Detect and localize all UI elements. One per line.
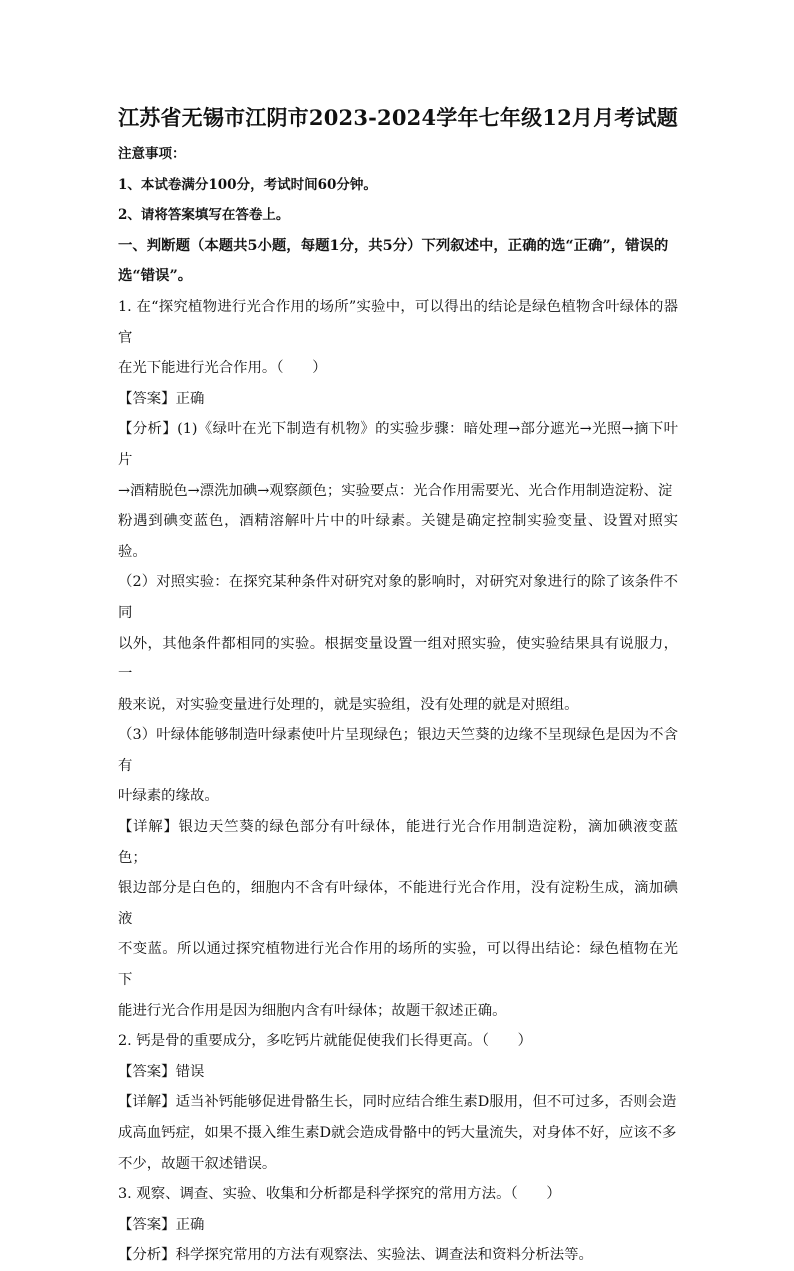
question-1-analysis-line: →酒精脱色→漂洗加碘→观察颜色；实验要点：光合作用需要光、光合作用制造淀粉、淀 — [118, 482, 673, 499]
section-heading: 一、判断题（本题共5小题，每题1分，共5分）下列叙述中，正确的选“正确”，错误的 — [118, 236, 669, 254]
question-3-answer: 【答案】正确 — [118, 1216, 205, 1233]
question-1-stem: 1. 在“探究植物进行光合作用的场所”实验中，可以得出的结论是绿色植物含叶绿体的器官 — [118, 298, 678, 346]
notes-heading: 注意事项： — [118, 146, 186, 162]
question-1-detail-line: 银边部分是白色的，细胞内不含有叶绿体，不能进行光合作用，没有淀粉生成，滴加碘液 — [118, 880, 678, 927]
note-item: 2、请将答案填写在答卷上。 — [118, 207, 290, 224]
question-2-detail-line: 【详解】适当补钙能够促进骨骼生长，同时应结合维生素D服用，但不可过多，否则会造 — [118, 1094, 677, 1111]
question-2-stem: 2. 钙是骨的重要成分，多吃钙片就能促使我们长得更高。（ ） — [118, 1033, 533, 1050]
question-3-stem: 3. 观察、调查、实验、收集和分析都是科学探究的常用方法。（ ） — [118, 1186, 561, 1203]
question-1-analysis-line: 【分析】(1)《绿叶在光下制造有机物》的实验步骤：暗处理→部分遮光→光照→摘下叶片 — [118, 421, 678, 468]
question-2-answer: 【答案】错误 — [118, 1063, 205, 1080]
question-1-detail-line: 【详解】银边天竺葵的绿色部分有叶绿体，能进行光合作用制造淀粉，滴加碘液变蓝色； — [118, 819, 678, 866]
question-1-stem-continued: 在光下能进行光合作用。（ ） — [118, 360, 327, 377]
question-2-detail-line: 不少，故题干叙述错误。 — [118, 1155, 277, 1172]
question-3-analysis-line: 【分析】科学探究常用的方法有观察法、实验法、调查法和资料分析法等。 — [118, 1247, 593, 1264]
question-1-answer: 【答案】正确 — [118, 390, 205, 407]
question-1-analysis-line: 粉遇到碘变蓝色，酒精溶解叶片中的叶绿素。关键是确定控制实验变量、设置对照实验。 — [118, 513, 678, 560]
question-1-analysis-line: 叶绿素的缘故。 — [118, 788, 219, 805]
question-2-detail-line: 成高血钙症，如果不摄入维生素D就会造成骨骼中的钙大量流失，对身体不好，应该不多 — [118, 1125, 677, 1141]
note-item: 1、本试卷满分100分，考试时间60分钟。 — [118, 176, 377, 193]
section-heading-continued: 选“错误”。 — [118, 267, 193, 285]
question-1-analysis-line: 般来说，对实验变量进行处理的，就是实验组，没有处理的就是对照组。 — [118, 696, 579, 713]
question-1-detail-line: 不变蓝。所以通过探究植物进行光合作用的场所的实验，可以得出结论：绿色植物在光下 — [118, 941, 678, 989]
question-1-analysis-line: （3）叶绿体能够制造叶绿素使叶片呈现绿色；银边天竺葵的边缘不呈现绿色是因为不含有 — [118, 727, 678, 774]
question-1-analysis-line: 以外，其他条件都相同的实验。根据变量设置一组对照实验，使实验结果具有说服力，一 — [118, 635, 678, 683]
question-1-analysis-line: （2）对照实验：在探究某种条件对研究对象的影响时，对研究对象进行的除了该条件不同 — [118, 574, 678, 621]
document-title: 江苏省无锡市江阴市2023-2024学年七年级12月月考试题 — [118, 105, 678, 130]
document-content — [118, 103, 678, 1271]
question-1-detail-line: 能进行光合作用是因为细胞内含有叶绿体；故题干叙述正确。 — [118, 1002, 507, 1019]
